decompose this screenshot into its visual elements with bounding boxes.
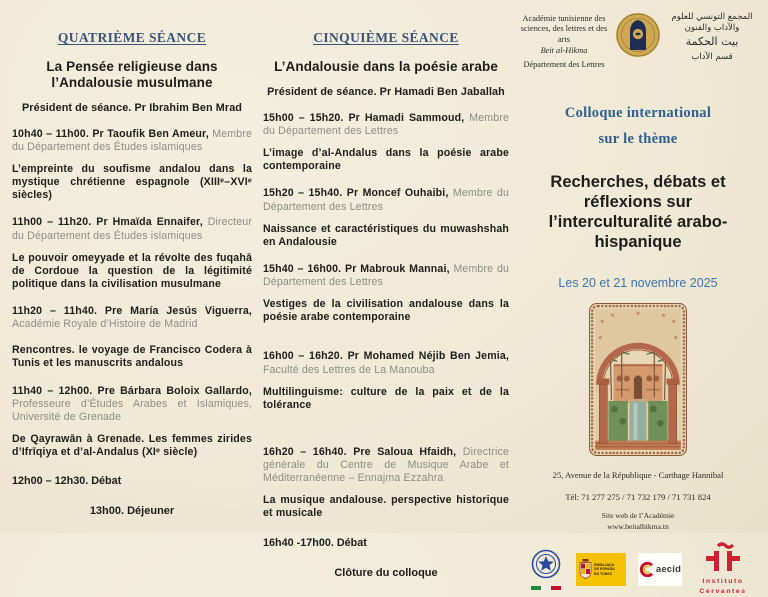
academy-name-line1: Académie tunisienne des sciences, xyxy=(520,14,606,34)
spain-coat-of-arms-icon xyxy=(579,558,592,580)
academy-arabic-dept: قسم الآداب xyxy=(691,52,733,63)
academy-name-line2: des lettres et des arts xyxy=(552,24,608,44)
spain-embassy-logo xyxy=(576,553,626,586)
website-block xyxy=(514,511,762,532)
session-entry xyxy=(263,112,509,138)
academy-name-latin: Beit al-Hikma xyxy=(540,46,588,56)
session-entry xyxy=(12,216,252,242)
entry-time: 15h00 – 15h20. xyxy=(263,111,344,124)
instituto-cervantes-logo xyxy=(694,542,752,597)
arch-painting-image xyxy=(589,303,687,456)
entry-time: 11h00 – 11h20. xyxy=(12,216,92,229)
italy-flag-icon xyxy=(531,586,561,590)
colloquium-closing: Clôture du colloque xyxy=(334,566,438,579)
academy-seal-icon xyxy=(615,12,661,58)
paper-title: Multilinguisme: culture de la paix et de la tolérance xyxy=(263,385,509,411)
aecid-label: aecid xyxy=(655,563,682,575)
event-date: Les 20 et 21 novembre 2025 xyxy=(558,276,718,291)
academy-name-arabic xyxy=(664,8,760,63)
entry-time: 11h20 – 11h40. xyxy=(12,305,98,318)
partner-logos-row xyxy=(528,542,752,597)
colloquium-title: Recherches, débats et réflexions sur l’interculturalité arabo-hispanique xyxy=(548,172,728,252)
cervantes-label-line2: Cervantes xyxy=(699,587,747,595)
entry-time: 15h40 – 16h00. xyxy=(263,262,342,275)
colloque-line1: Colloque international xyxy=(564,104,712,121)
paper-title: De Qayrawān à Grenade. Les femmes zirides d’Ifrīqiya et d’al-Andalus (XIᵉ siècle) xyxy=(12,432,252,459)
paper-title: Rencontres. le voyage de Francisco Codera à Tunis et les manuscrits andalous xyxy=(12,344,252,370)
cervantes-enye-icon xyxy=(706,542,740,572)
entry-speaker: Pr Taoufik Ben Ameur, xyxy=(92,127,209,140)
aecid-icon xyxy=(639,562,654,577)
entry-affiliation: Académie Royale d’Histoire de Madrid xyxy=(12,318,198,331)
entry-speaker: Pr Hmaïda Ennaifer, xyxy=(96,216,203,229)
entry-speaker: Pre Saloua Hfaidh, xyxy=(353,445,457,458)
entry-speaker: Pr Mohamed Néjib Ben Jemia, xyxy=(347,350,510,363)
entry-affiliation: Membre du Département des Lettres xyxy=(263,111,509,138)
entry-affiliation: Membre du Département des Études islamiques xyxy=(12,127,252,153)
cover-panel xyxy=(514,0,762,597)
session-entry xyxy=(263,446,509,485)
academy-name-french xyxy=(516,8,612,71)
session-5-chair: Président de séance. Pr Hamadi Ben Jaballah xyxy=(267,85,505,98)
phone-numbers: Tél: 71 277 275 / 71 732 179 / 71 731 824 xyxy=(565,492,711,503)
session-4-title: La Pensée religieuse dans l’Andalousie musulmane xyxy=(46,59,218,90)
aecid-logo xyxy=(638,553,682,586)
session-5-debate: 16h40 -17h00. Débat xyxy=(263,536,367,549)
academy-header xyxy=(514,8,762,71)
colloque-line2: sur le thème xyxy=(598,130,678,147)
entry-speaker: Pr Mabrouk Mannai, xyxy=(344,262,450,275)
entry-affiliation: Membre du Département des Lettres xyxy=(263,187,510,213)
session-5-heading: CINQUIÈME SÉANCE xyxy=(313,30,459,45)
entry-time: 10h40 – 11h00. xyxy=(12,127,89,140)
paper-title: Naissance et caractéristiques du muwashshah en Andalousie xyxy=(263,222,509,248)
entry-speaker: Pr Hamadi Sammoud, xyxy=(348,111,465,124)
italy-emblem-icon xyxy=(531,549,561,579)
entry-time: 15h20 – 15h40. xyxy=(263,187,343,200)
venue-address: 25, Avenue de la République - Carthage Hannibal xyxy=(552,470,724,481)
session-4-debate: 12h00 – 12h30. Débat xyxy=(12,475,122,488)
paper-title: L’empreinte du soufisme andalou dans la mystique chrétienne espagnole (XIIIᵉ–XVIᵉ siècles) xyxy=(12,163,252,202)
paper-title: L’image d’al-Andalus dans la poésie arabe contemporaine xyxy=(263,147,509,173)
entry-affiliation: Faculté des Lettres de La Manouba xyxy=(263,363,435,376)
paper-title: Vestiges de la civilisation andalouse dans la poésie arabe contemporaine xyxy=(263,298,509,324)
courtyard-painting xyxy=(589,303,687,461)
cervantes-label-line1: Instituto xyxy=(702,577,744,585)
entry-time: 11h40 – 12h00. xyxy=(12,384,93,397)
session-entry xyxy=(12,385,252,424)
website-label: Site web de l’Académie xyxy=(601,511,675,521)
session-entry xyxy=(12,305,252,331)
entry-time: 16h20 – 16h40. xyxy=(263,445,347,458)
entry-affiliation: Directrice générale du Centre de Musique Arabe et Méditerranéenne – Ennajma Ezzahra xyxy=(263,445,510,485)
paper-title: Le pouvoir omeyyade et la révolte des fuqahā de Cordoue la question de la légitimité politique dans la civilisation musulmane xyxy=(12,251,252,290)
entry-speaker: Pre María Jesús Viguerra, xyxy=(104,305,253,318)
paper-title: La musique andalouse. perspective historique et musicale xyxy=(263,494,509,520)
academy-arabic-hikma: بيت الحكمة xyxy=(685,35,739,49)
entry-speaker: Pre Bárbara Boloix Gallardo, xyxy=(97,384,252,397)
academy-arabic-line1: المجمع التونسي للعلوم والآداب والفنون xyxy=(671,12,753,34)
entry-affiliation: Professeure d’Études Arabes et Islamiques, Université de Grenade xyxy=(12,397,252,423)
entry-speaker: Pr Moncef Ouhaibi, xyxy=(346,187,449,200)
lunch-note: 13h00. Déjeuner xyxy=(89,505,175,518)
session-entry xyxy=(12,128,252,154)
session-entry xyxy=(263,350,509,376)
entry-affiliation: Directeur du Département des Études islamiques xyxy=(12,216,253,242)
session-4-chair: Président de séance. Pr Ibrahim Ben Mrad xyxy=(21,101,242,114)
session-entry xyxy=(263,187,509,213)
session-5-title: L’Andalousie dans la poésie arabe xyxy=(274,59,498,74)
session-4-panel xyxy=(12,0,252,517)
entry-affiliation: Membre du Département des Lettres xyxy=(263,262,510,289)
session-entry xyxy=(263,263,509,289)
session-5-panel xyxy=(263,0,509,579)
entry-time: 16h00 – 16h20. xyxy=(263,350,343,363)
academy-department: Département des Lettres xyxy=(523,60,605,70)
session-4-heading: QUATRIÈME SÉANCE xyxy=(57,30,207,45)
spain-embassy-label: EMBAJADA DE ESPAÑA EN TÚNEZ xyxy=(594,562,615,576)
website-url: www.beitalhikma.tn xyxy=(607,521,669,531)
italy-emblem-logo xyxy=(528,549,564,590)
